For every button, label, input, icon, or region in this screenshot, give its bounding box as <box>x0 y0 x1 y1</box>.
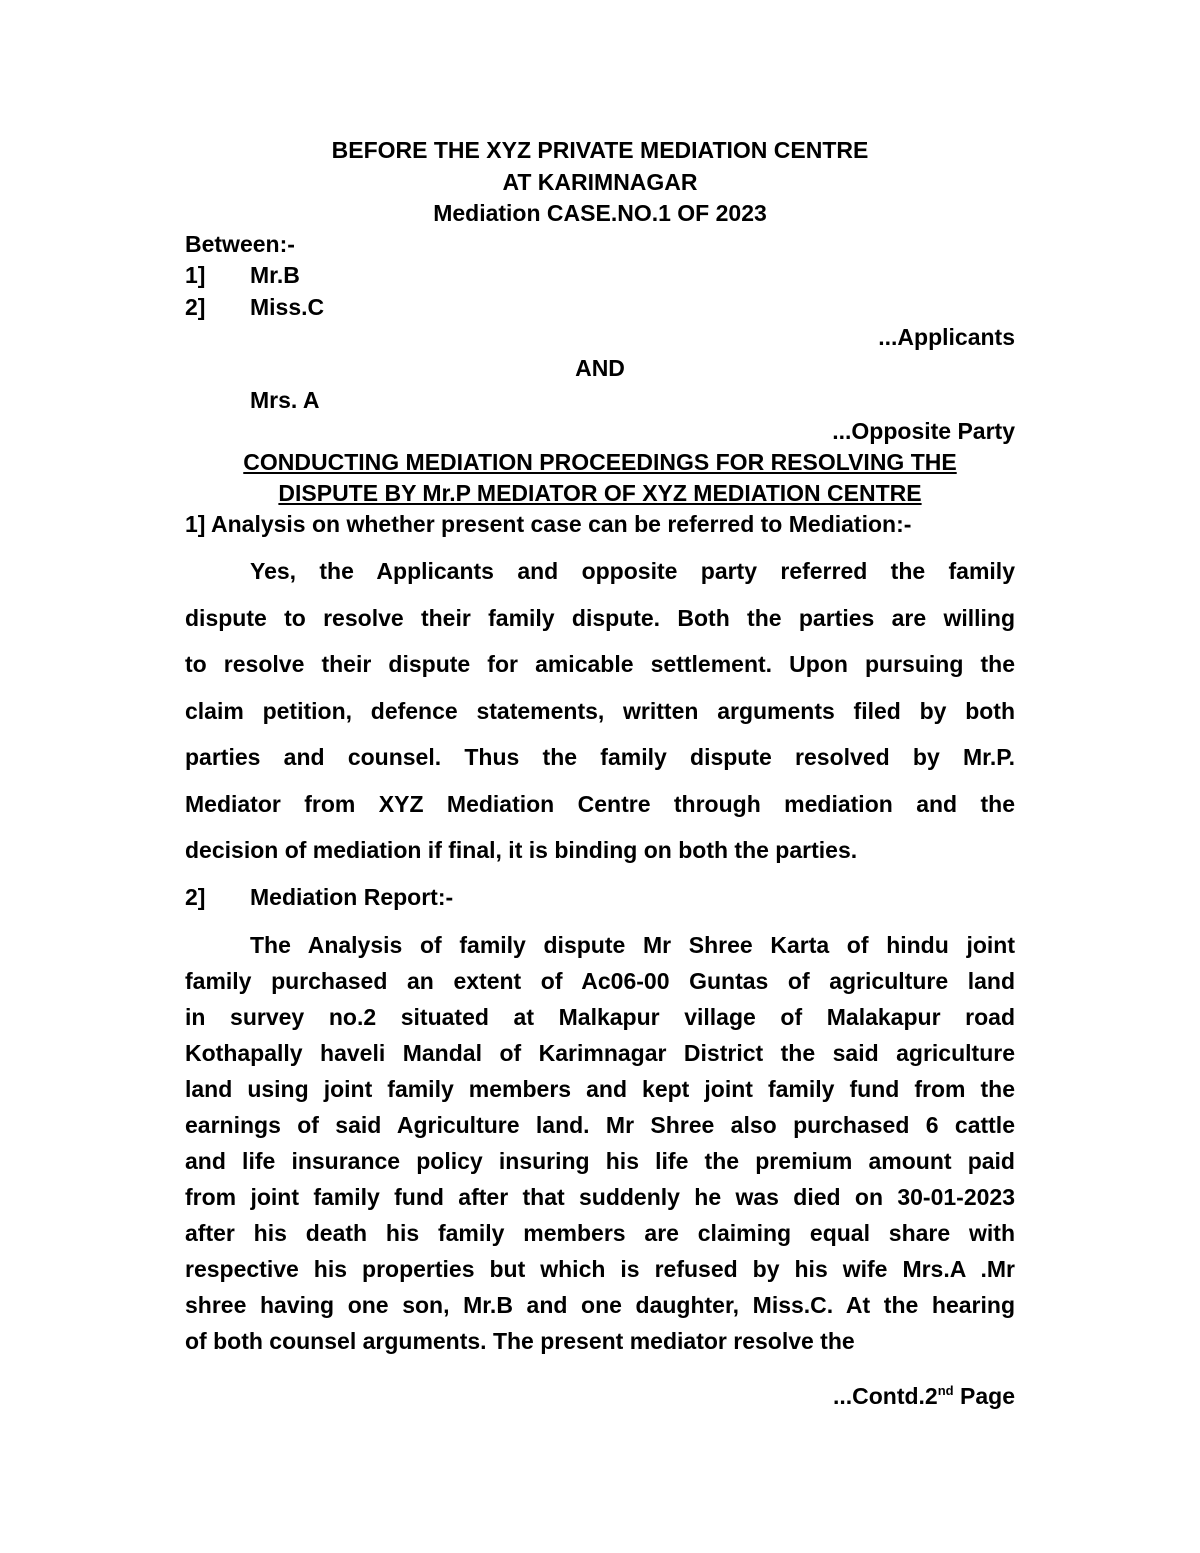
section-1-line: claim petition, defence statements, written arguments filed by both <box>185 698 1015 724</box>
opposite-party-label: ...Opposite Party <box>832 418 1015 444</box>
section-2-line: family purchased an extent of Ac06-00 Guntas of agriculture land <box>185 968 1015 994</box>
section-2-line: The Analysis of family dispute Mr Shree Karta of hindu joint <box>250 932 1015 958</box>
section-1-line: Mediator from XYZ Mediation Centre through mediation and the <box>185 791 1015 817</box>
section-2-line: earnings of said Agriculture land. Mr Shree also purchased 6 cattle <box>185 1112 1015 1138</box>
applicants-label: ...Applicants <box>878 324 1015 350</box>
applicant-2-number: 2] <box>185 294 206 320</box>
section-2-line: and life insurance policy insuring his life the premium amount paid <box>185 1148 1015 1174</box>
section-2-line: from joint family fund after that suddenly he was died on 30-01-2023 <box>185 1184 1015 1210</box>
continued-prefix: ...Contd.2 <box>832 1383 938 1409</box>
continued-ordinal: nd <box>937 1383 954 1398</box>
opposite-party-name: Mrs. A <box>250 387 320 413</box>
proceedings-heading-1: CONDUCTING MEDIATION PROCEEDINGS FOR RESOLVING THE <box>243 449 957 475</box>
and-label: AND <box>575 355 625 381</box>
continued-note <box>833 1382 1015 1410</box>
applicant-1-number: 1] <box>185 262 206 288</box>
section-2-title <box>185 883 453 911</box>
section-1-line: to resolve their dispute for amicable settlement. Upon pursuing the <box>185 651 1015 677</box>
applicant-2 <box>185 293 324 321</box>
section-2-line: of both counsel arguments. The present mediator resolve the <box>185 1328 855 1354</box>
applicant-1 <box>185 261 300 289</box>
section-2-line: after his death his family members are claiming equal share with <box>185 1220 1015 1246</box>
section-1-line: Yes, the Applicants and opposite party referred the family <box>250 558 1015 584</box>
header-line-2: AT KARIMNAGAR <box>502 169 698 195</box>
continued-suffix: Page <box>953 1383 1015 1409</box>
section-1-title: 1] Analysis on whether present case can be referred to Mediation:- <box>185 511 912 537</box>
section-2-label: Mediation Report:- <box>250 884 454 910</box>
applicant-1-name: Mr.B <box>250 262 300 288</box>
section-1-line: dispute to resolve their family dispute. Both the parties are willing <box>185 605 1015 631</box>
proceedings-heading-2: DISPUTE BY Mr.P MEDIATOR OF XYZ MEDIATION CENTRE <box>278 480 922 506</box>
section-2-number: 2] <box>185 884 206 910</box>
applicant-2-name: Miss.C <box>250 294 325 320</box>
section-1-line: decision of mediation if final, it is binding on both the parties. <box>185 837 858 863</box>
section-2-line: Kothapally haveli Mandal of Karimnagar District the said agriculture <box>185 1040 1015 1066</box>
case-number: Mediation CASE.NO.1 OF 2023 <box>433 200 767 226</box>
section-1-line: parties and counsel. Thus the family dispute resolved by Mr.P. <box>185 744 1015 770</box>
section-2-line: shree having one son, Mr.B and one daughter, Miss.C. At the hearing <box>185 1292 1015 1318</box>
section-2-line: respective his properties but which is refused by his wife Mrs.A .Mr <box>185 1256 1015 1282</box>
between-label: Between:- <box>185 231 295 257</box>
section-2-line: land using joint family members and kept joint family fund from the <box>185 1076 1015 1102</box>
section-2-line: in survey no.2 situated at Malkapur village of Malakapur road <box>185 1004 1015 1030</box>
header-line-1: BEFORE THE XYZ PRIVATE MEDIATION CENTRE <box>331 137 869 163</box>
